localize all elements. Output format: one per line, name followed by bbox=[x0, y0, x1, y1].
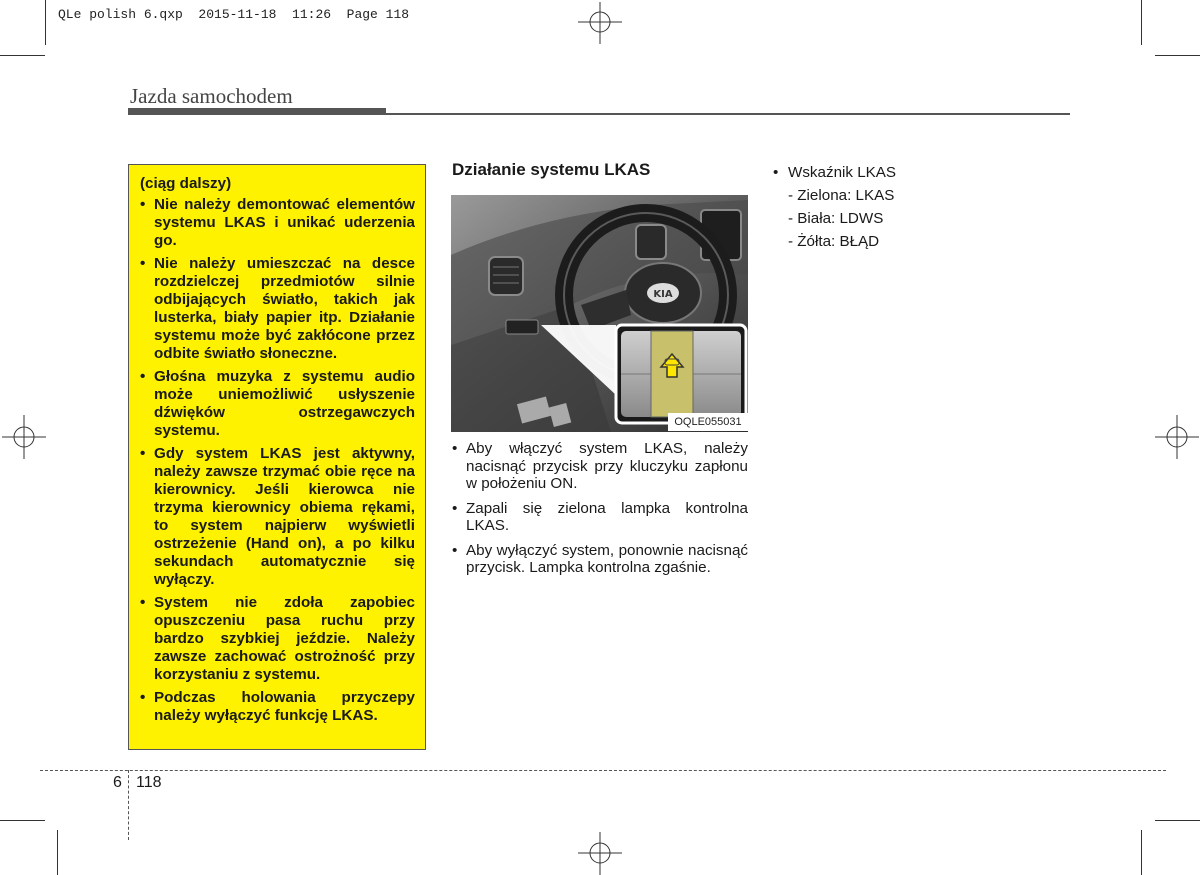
title-rule-thin bbox=[386, 113, 1070, 115]
registration-mark-icon bbox=[578, 832, 622, 875]
section-title: Jazda samochodem bbox=[130, 84, 293, 108]
title-rule-thick bbox=[128, 108, 386, 115]
chapter-number: 6 bbox=[113, 774, 122, 791]
warning-item: • Gdy system LKAS jest aktywny, należy zawsze trzymać obie ręce na kierownicy. Jeśli kierowca nie trzyma kierownicy obiema rękami, to system najpierw wyświetli ostrzeżenie (Hand on), a po kilku sekundach automatycznie się wyłączy. bbox=[140, 445, 415, 589]
warning-item: • System nie zdoła zapobiec opuszczeniu pasa ruchu przy bardzo szybkiej jeździe. Należy zawsze zachować ostrożność przy korzystaniu z systemu. bbox=[140, 594, 415, 684]
warning-item: • Nie należy umieszczać na desce rozdzielczej przedmiotów silnie odbijających światło, takich jak lusterka, biały papier itp. Działanie systemu może być zakłócone przez odbite światło słoneczne. bbox=[140, 255, 415, 363]
svg-text:KIA: KIA bbox=[653, 289, 673, 300]
page-number: 118 bbox=[136, 774, 162, 791]
indicator-item: - Żółta: BŁĄD bbox=[788, 233, 880, 250]
warning-item: • Głośna muzyka z systemu audio może uniemożliwić usłyszenie dźwięków ostrzegawczych systemu. bbox=[140, 368, 415, 440]
warning-list bbox=[140, 196, 415, 725]
operation-heading: Działanie systemu LKAS bbox=[452, 160, 651, 179]
warning-item: • Nie należy demontować elementów systemu LKAS i unikać uderzenia go. bbox=[140, 196, 415, 250]
footer-rule bbox=[40, 770, 1166, 771]
operation-item: • Aby wyłączyć system, ponownie nacisnąć przycisk. Lampka kontrolna zgaśnie. bbox=[451, 542, 748, 577]
operation-item: • Aby włączyć system LKAS, należy nacisnąć przycisk przy kluczyku zapłonu w położeniu ON. bbox=[451, 440, 748, 493]
indicator-item: - Biała: LDWS bbox=[788, 210, 884, 227]
registration-mark-icon bbox=[1155, 415, 1199, 459]
figure-code: OQLE055031 bbox=[668, 413, 748, 431]
registration-mark-icon bbox=[578, 2, 622, 46]
operation-item: • Zapali się zielona lampka kontrolna LKAS. bbox=[451, 500, 748, 535]
warning-item: • Podczas holowania przyczepy należy wyłączyć funkcję LKAS. bbox=[140, 689, 415, 725]
dashboard-illustration bbox=[451, 195, 748, 432]
print-header: QLe polish 6.qxp 2015-11-18 11:26 Page 118 bbox=[58, 7, 410, 22]
warning-continued: (ciąg dalszy) bbox=[140, 175, 232, 192]
registration-mark-icon bbox=[2, 415, 46, 459]
indicator-item: - Zielona: LKAS bbox=[788, 187, 895, 204]
footer-divider bbox=[128, 770, 129, 840]
indicator-section bbox=[772, 161, 896, 253]
warning-box bbox=[128, 164, 426, 750]
operation-list bbox=[451, 440, 748, 584]
indicator-title: • Wskaźnik LKAS bbox=[772, 161, 896, 184]
